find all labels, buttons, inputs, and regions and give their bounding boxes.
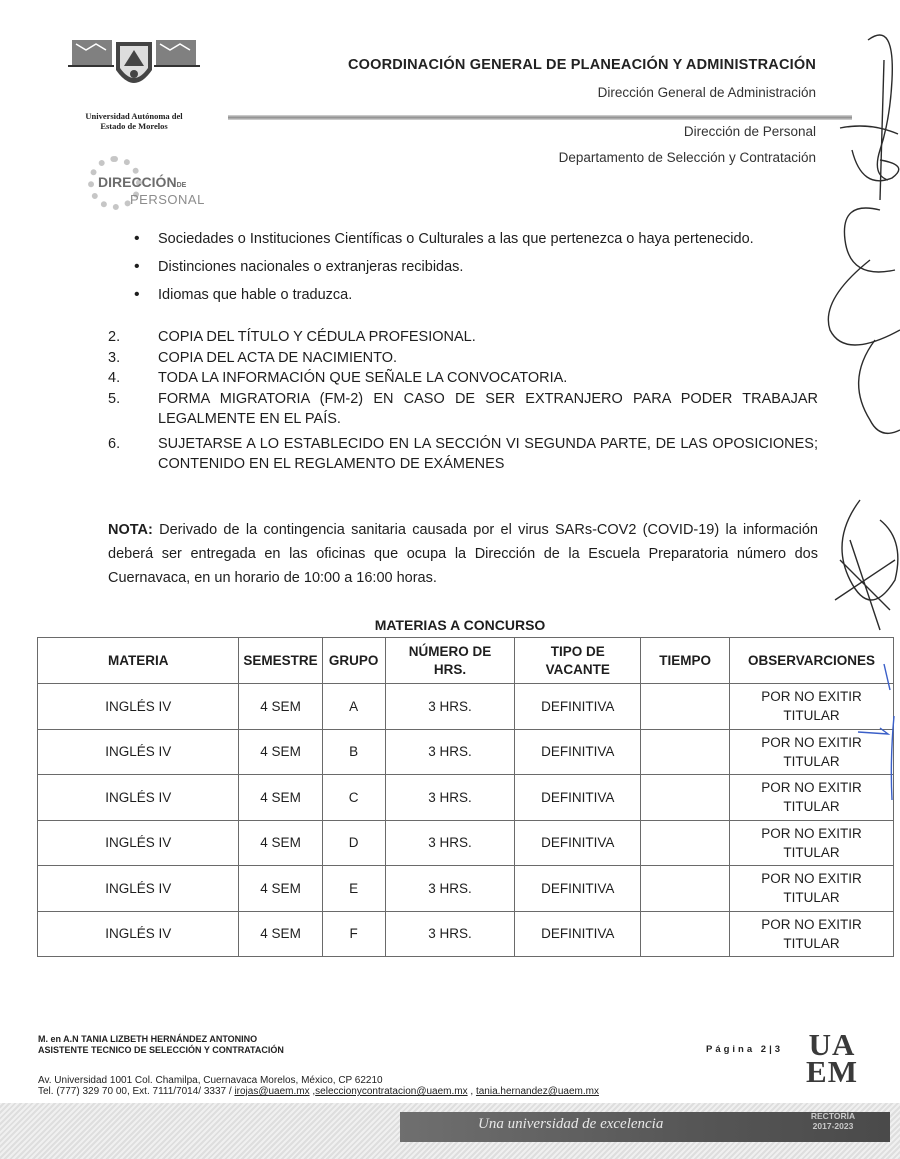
- address-line: Av. Universidad 1001 Col. Chamilpa, Cuernavaca Morelos, México, CP 62210: [38, 1075, 383, 1086]
- cell-observaciones: POR NO EXITIR TITULAR: [730, 775, 894, 821]
- cell-tiempo: [641, 911, 730, 957]
- item-text: COPIA DEL ACTA DE NACIMIENTO.: [158, 349, 398, 366]
- item-text: FORMA MIGRATORIA (FM-2) EN CASO DE SER EXTRANJERO PARA PODER TRABAJAR LEGALMENTE EN EL PAÍS.: [158, 390, 818, 427]
- cell-hrs: 3 HRS.: [385, 775, 515, 821]
- rectoria-badge: [792, 1111, 874, 1131]
- cell-tiempo: [641, 729, 730, 775]
- header-materia: MATERIA: [38, 638, 239, 684]
- list-item: [108, 348, 818, 369]
- slogan: Una universidad de excelencia: [478, 1116, 664, 1132]
- table-title: MATERIAS A CONCURSO: [374, 617, 546, 633]
- requirements-bullet-list: [134, 229, 834, 313]
- cell-hrs: 3 HRS.: [385, 911, 515, 957]
- phone-line: [38, 1086, 599, 1097]
- cell-semestre: 4 SEM: [239, 820, 322, 866]
- table-row: [38, 775, 894, 821]
- university-name-line2: Estado de Morelos: [100, 121, 168, 131]
- cell-tipo: DEFINITIVA: [515, 866, 641, 912]
- cell-observaciones: POR NO EXITIR TITULAR: [730, 866, 894, 912]
- requirements-numbered-list: [108, 327, 818, 475]
- header-tiempo: TIEMPO: [641, 638, 730, 684]
- cell-observaciones: POR NO EXITIR TITULAR: [730, 911, 894, 957]
- item-number: 4.: [108, 370, 121, 386]
- cell-tiempo: [641, 775, 730, 821]
- cell-semestre: 4 SEM: [239, 911, 322, 957]
- list-item: • Distinciones nacionales o extranjeras recibidas.: [134, 257, 834, 285]
- direccion-personal-logo: [88, 156, 205, 214]
- cell-observaciones: POR NO EXITIR TITULAR: [730, 684, 894, 730]
- contact-block: [38, 1075, 599, 1097]
- item-number: 5.: [108, 390, 121, 407]
- separator: ,: [309, 1086, 316, 1097]
- cell-observaciones: POR NO EXITIR TITULAR: [730, 820, 894, 866]
- cell-materia: INGLÉS IV: [38, 911, 239, 957]
- note-label: NOTA:: [108, 522, 153, 538]
- subjects-table: [37, 637, 894, 957]
- cell-grupo: F: [322, 911, 385, 957]
- cell-tipo: DEFINITIVA: [515, 820, 641, 866]
- list-item: [108, 434, 818, 475]
- cell-grupo: C: [322, 775, 385, 821]
- list-item: [108, 327, 818, 348]
- cell-materia: INGLÉS IV: [38, 684, 239, 730]
- brand-line2: EM: [806, 1054, 858, 1089]
- cell-grupo: B: [322, 729, 385, 775]
- item-text: COPIA DEL TÍTULO Y CÉDULA PROFESIONAL.: [158, 329, 476, 345]
- cell-tipo: DEFINITIVA: [515, 775, 641, 821]
- cell-materia: INGLÉS IV: [38, 729, 239, 775]
- rectoria-line2: 2017-2023: [812, 1121, 854, 1131]
- note-paragraph: [108, 518, 818, 590]
- cell-tipo: DEFINITIVA: [515, 684, 641, 730]
- general-direction: Dirección General de Administración: [597, 85, 816, 100]
- signer-block: [38, 1034, 284, 1056]
- cell-hrs: 3 HRS.: [385, 684, 515, 730]
- email-link-tania[interactable]: tania.hernandez@uaem.mx: [475, 1086, 599, 1097]
- cell-hrs: 3 HRS.: [385, 820, 515, 866]
- list-item: [108, 389, 818, 430]
- list-item: • Idiomas que hable o traduzca.: [134, 285, 834, 313]
- university-crest-icon: [66, 36, 202, 100]
- item-number: 3.: [108, 349, 121, 366]
- university-name-line1: Universidad Autónoma del: [85, 111, 183, 121]
- item-number: 2.: [108, 329, 121, 345]
- brand-line1: UA: [808, 1027, 856, 1062]
- cell-grupo: D: [322, 820, 385, 866]
- email-link-seleccion[interactable]: seleccionycontratacion@uaem.mx: [315, 1086, 468, 1097]
- cell-semestre: 4 SEM: [239, 684, 322, 730]
- cell-tipo: DEFINITIVA: [515, 729, 641, 775]
- university-logo: [66, 36, 202, 131]
- cell-materia: INGLÉS IV: [38, 866, 239, 912]
- logo-text-direccion: DIRECCIÓNDE: [98, 174, 187, 190]
- cell-semestre: 4 SEM: [239, 775, 322, 821]
- university-name: [66, 111, 202, 131]
- personnel-direction: Dirección de Personal: [683, 124, 816, 139]
- cell-hrs: 3 HRS.: [385, 729, 515, 775]
- cell-semestre: 4 SEM: [239, 866, 322, 912]
- black-ink-signature-icon: [828, 35, 900, 630]
- note-text: Derivado de la contingencia sanitaria causada por el virus SARs-COV2 (COVID-19) la información deberá ser entregada en las oficinas que ocupa la Dirección de la Escuela Preparatoria número dos Cuernavaca, en un horario de 10:00 a 16:00 horas.: [108, 522, 818, 586]
- cell-semestre: 4 SEM: [239, 729, 322, 775]
- cell-tipo: DEFINITIVA: [515, 911, 641, 957]
- header-observaciones: OBSERVARCIONES: [730, 638, 894, 684]
- cell-grupo: E: [322, 866, 385, 912]
- cell-tiempo: [641, 684, 730, 730]
- table-header-row: [38, 638, 894, 684]
- list-item: • Sociedades o Instituciones Científicas o Culturales a las que pertenezca o haya pertenecido.: [134, 229, 834, 257]
- logo-text-personal: PERSONAL: [130, 192, 205, 207]
- email-link-irojas[interactable]: irojas@uaem.mx: [234, 1086, 310, 1097]
- separator: ,: [467, 1086, 476, 1097]
- department-name: Departamento de Selección y Contratación: [558, 150, 816, 165]
- cell-materia: INGLÉS IV: [38, 775, 239, 821]
- cell-observaciones: POR NO EXITIR TITULAR: [730, 729, 894, 775]
- header-tipo: TIPO DE VACANTE: [515, 638, 641, 684]
- signer-role: ASISTENTE TECNICO DE SELECCIÓN Y CONTRATACIÓN: [38, 1045, 284, 1055]
- table-row: [38, 911, 894, 957]
- cell-tiempo: [641, 820, 730, 866]
- header-hrs: NÚMERO DE HRS.: [385, 638, 515, 684]
- cell-hrs: 3 HRS.: [385, 866, 515, 912]
- coordination-title: COORDINACIÓN GENERAL DE PLANEACIÓN Y ADMINISTRACIÓN: [347, 57, 816, 73]
- item-text: SUJETARSE A LO ESTABLECIDO EN LA SECCIÓN VI SEGUNDA PARTE, DE LAS OPOSICIONES; CONTENIDO EN EL REGLAMENTO DE EXÁMENES: [158, 435, 818, 472]
- list-item: [108, 368, 818, 389]
- phone-text: Tel. (777) 329 70 00, Ext. 7111/7014/ 3337 /: [38, 1086, 235, 1097]
- header-semestre: SEMESTRE: [239, 638, 322, 684]
- cell-materia: INGLÉS IV: [38, 820, 239, 866]
- page-number: Página 2|3: [706, 1044, 784, 1055]
- item-number: 6.: [108, 435, 121, 452]
- table-row: [38, 866, 894, 912]
- header-divider: [228, 115, 852, 120]
- rectoria-line1: RECTORÍA: [810, 1111, 856, 1121]
- item-text: TODA LA INFORMACIÓN QUE SEÑALE LA CONVOCATORIA.: [158, 370, 568, 386]
- uaem-brand-logo: [800, 1027, 864, 1089]
- table-row: [38, 729, 894, 775]
- signer-name: M. en A.N TANIA LIZBETH HERNÁNDEZ ANTONINO: [38, 1034, 258, 1044]
- table-row: [38, 820, 894, 866]
- cell-tiempo: [641, 866, 730, 912]
- cell-grupo: A: [322, 684, 385, 730]
- table-row: [38, 684, 894, 730]
- header-grupo: GRUPO: [322, 638, 385, 684]
